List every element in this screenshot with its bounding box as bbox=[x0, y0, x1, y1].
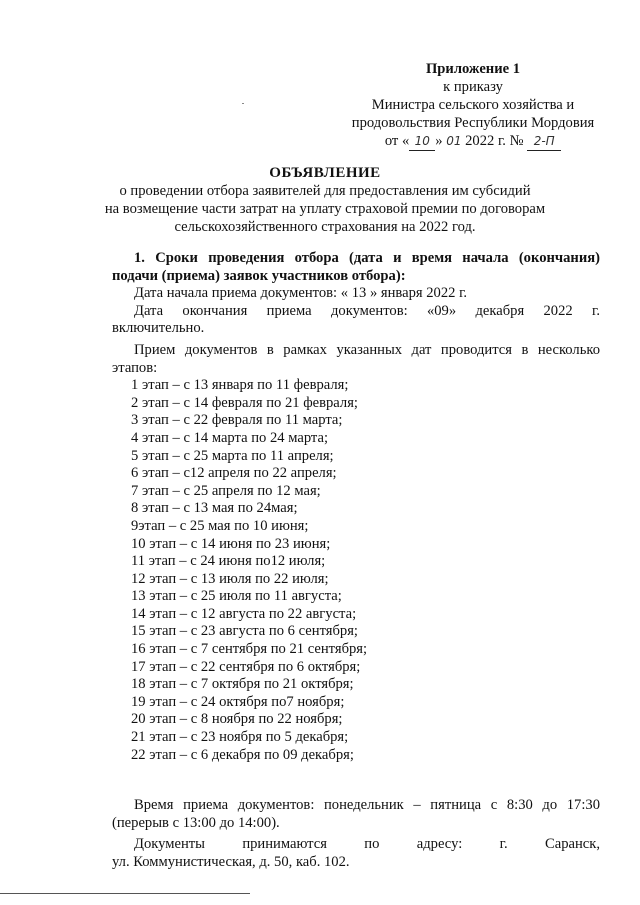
stage-item: 5 этап – с 25 марта по 11 апреля; bbox=[131, 447, 334, 464]
announcement-subtitle-1: о проведении отбора заявителей для предоставления им субсидий bbox=[119, 183, 531, 199]
appendix-line-1: к приказу bbox=[443, 79, 503, 95]
footer-rule bbox=[0, 893, 250, 894]
stage-item: 1 этап – с 13 января по 11 февраля; bbox=[131, 377, 349, 394]
order-number: 2-П bbox=[527, 132, 561, 151]
appendix-line-2: Министра сельского хозяйства и bbox=[371, 97, 575, 113]
hours-line-2: (перерыв с 13:00 до 14:00). bbox=[112, 814, 280, 831]
stage-item: 6 этап – с12 апреля по 22 апреля; bbox=[131, 465, 337, 482]
stages-list bbox=[114, 377, 600, 764]
end-date-line-2: включительно. bbox=[112, 320, 205, 337]
stage-item: 11 этап – с 24 июня по12 июля; bbox=[131, 553, 326, 570]
appendix-date-line bbox=[338, 132, 608, 151]
section-1 bbox=[114, 250, 600, 872]
address-line-2: ул. Коммунистическая, д. 50, каб. 102. bbox=[112, 854, 350, 870]
stage-item: 14 этап – с 12 августа по 22 августа; bbox=[131, 605, 357, 622]
stage-item: 8 этап – с 13 мая по 24мая; bbox=[131, 500, 298, 517]
date-month: 01 bbox=[446, 134, 462, 148]
stage-item: 16 этап – с 7 сентября по 21 сентября; bbox=[131, 641, 368, 658]
date-year: 2022 г. № bbox=[461, 133, 528, 149]
start-date-line: Дата начала приема документов: « 13 » января 2022 г. bbox=[134, 285, 468, 302]
announcement-title-block bbox=[100, 164, 550, 236]
stage-item: 21 этап – с 23 ноября по 5 декабря; bbox=[131, 729, 349, 746]
stage-item: 7 этап – с 25 апреля по 12 мая; bbox=[131, 482, 321, 499]
stage-item: 22 этап – с 6 декабря по 09 декабря; bbox=[131, 746, 354, 763]
stage-item: 4 этап – с 14 марта по 24 марта; bbox=[131, 429, 329, 446]
stage-item: 12 этап – с 13 июля по 22 июля; bbox=[131, 570, 329, 587]
stage-item: 3 этап – с 22 февраля по 11 марта; bbox=[131, 412, 343, 429]
date-prefix: от « bbox=[384, 133, 410, 149]
stages-intro-line-2: этапов: bbox=[112, 359, 158, 376]
announcement-subtitle-2: на возмещение части затрат на уплату страховой премии по договорам bbox=[104, 201, 546, 217]
appendix-line-3: продовольствия Республики Мордовия bbox=[351, 115, 595, 131]
stage-item: 19 этап – с 24 октября по7 ноября; bbox=[131, 693, 345, 710]
date-day: 10 bbox=[409, 132, 435, 151]
appendix-title: Приложение 1 bbox=[425, 61, 521, 77]
stage-item: 9этап – с 25 мая по 10 июня; bbox=[131, 517, 309, 534]
section-1-heading-line-1: 1. Сроки проведения отбора (дата и время начала (окончания) bbox=[134, 250, 600, 266]
section-1-heading-line-2: подачи (приема) заявок участников отбора): bbox=[112, 267, 406, 284]
stage-item: 17 этап – с 22 сентября по 6 октября; bbox=[131, 658, 361, 675]
stages-intro-line-1: Прием документов в рамках указанных дат проводится в несколько bbox=[134, 341, 600, 358]
announcement-subtitle-3: сельскохозяйственного страхования на 2022 год. bbox=[174, 219, 476, 235]
address-line-1: Документы принимаются по адресу: г. Саранск, bbox=[134, 836, 600, 853]
stage-item: 13 этап – с 25 июля по 11 августа; bbox=[131, 588, 342, 605]
appendix-block bbox=[338, 60, 608, 151]
scan-speck bbox=[242, 103, 244, 104]
stage-item: 15 этап – с 23 августа по 6 сентября; bbox=[131, 623, 358, 640]
stage-item: 20 этап – с 8 ноября по 22 ноября; bbox=[131, 711, 343, 728]
date-mid: » bbox=[435, 133, 447, 149]
stage-item: 10 этап – с 14 июня по 23 июня; bbox=[131, 535, 331, 552]
end-date-line-1: Дата окончания приема документов: «09» декабря 2022 г. bbox=[134, 302, 600, 319]
stage-item: 18 этап – с 7 октября по 21 октября; bbox=[131, 676, 354, 693]
hours-line-1: Время приема документов: понедельник – пятница с 8:30 до 17:30 bbox=[134, 797, 600, 814]
stage-item: 2 этап – с 14 февраля по 21 февраля; bbox=[131, 394, 358, 411]
announcement-heading: ОБЪЯВЛЕНИЕ bbox=[269, 165, 381, 181]
